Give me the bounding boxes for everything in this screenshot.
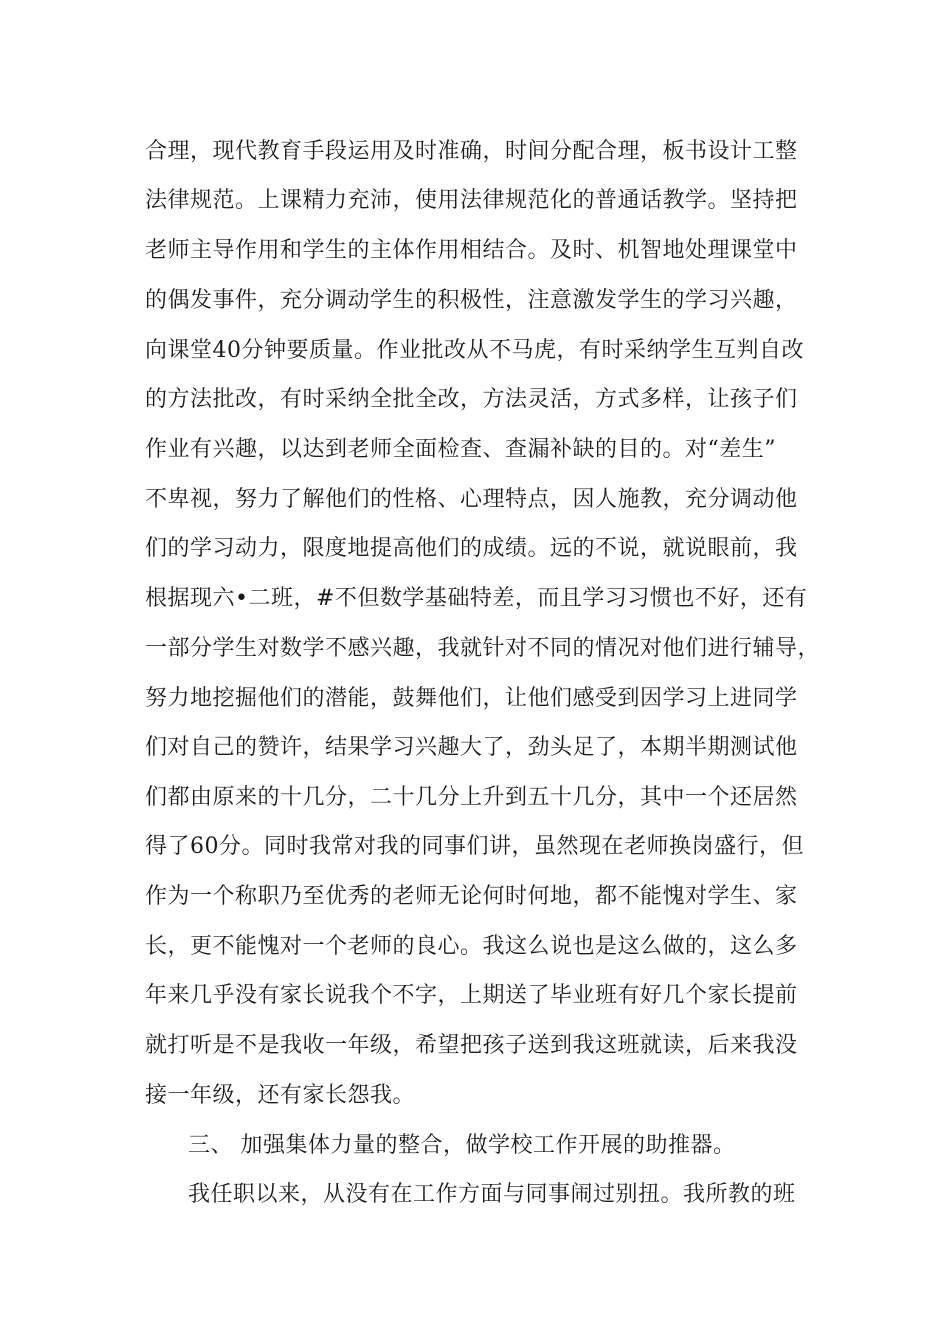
text-line: 作为一个称职乃至优秀的老师无论何时何地，都不能愧对学生、家 [145, 884, 798, 909]
text-line: 就打听是不是我收一年级，希望把孩子送到我这班就读，后来我没 [145, 1033, 798, 1058]
text-line: 得了60分。同时我常对我的同事们讲，虽然现在老师换岗盛行，但 [145, 834, 804, 859]
text-line: 长，更不能愧对一个老师的良心。我这么说也是这么做的，这么多 [145, 934, 798, 959]
text-line: 作业有兴趣，以达到老师全面检查、查漏补缺的目的。对“差生” [145, 437, 776, 462]
text-line: 根据现六•二班，#不但数学基础特差，而且学习习惯也不好，还有 [145, 586, 808, 611]
text-line: 的方法批改，有时采纳全批全改，方法灵活，方式多样，让孩子们 [145, 387, 798, 412]
text-line: 法律规范。上课精力充沛，使用法律规范化的普通话教学。坚持把 [145, 188, 798, 213]
text-line: 向课堂40分钟要质量。作业批改从不马虎，有时采纳学生互判自改 [145, 338, 804, 363]
text-line: 年来几乎没有家长说我个不字，上期送了毕业班有好几个家长提前 [145, 983, 798, 1008]
text-line: 努力地挖掘他们的潜能，鼓舞他们，让他们感受到因学习上进同学 [145, 686, 798, 711]
text-line: 不卑视，努力了解他们的性格、心理特点，因人施教，充分调动他 [145, 487, 798, 512]
text-line: 接一年级，还有家长怨我。 [145, 1083, 416, 1108]
text-line: 们的学习动力，限度地提高他们的成绩。远的不说，就说眼前，我 [145, 536, 798, 561]
text-line: 的偶发事件，充分调动学生的积极性，注意激发学生的学习兴趣， [145, 288, 798, 313]
section-heading: 三、 加强集体力量的整合，做学校工作开展的助推器。 [188, 1133, 736, 1158]
text-line: 老师主导作用和学生的主体作用相结合。及时、机智地处理课堂中 [145, 238, 798, 263]
text-line: 一部分学生对数学不感兴趣，我就针对不同的情况对他们进行辅导， [145, 636, 821, 661]
text-line: 我任职以来，从没有在工作方面与同事闹过别扭。我所教的班 [188, 1182, 796, 1207]
text-line: 们都由原来的十几分，二十几分上升到五十几分，其中一个还居然 [145, 785, 798, 810]
text-line: 们对自己的赞许，结果学习兴趣大了，劲头足了，本期半期测试他 [145, 735, 798, 760]
text-line: 合理，现代教育手段运用及时准确，时间分配合理，板书设计工整 [145, 139, 798, 164]
